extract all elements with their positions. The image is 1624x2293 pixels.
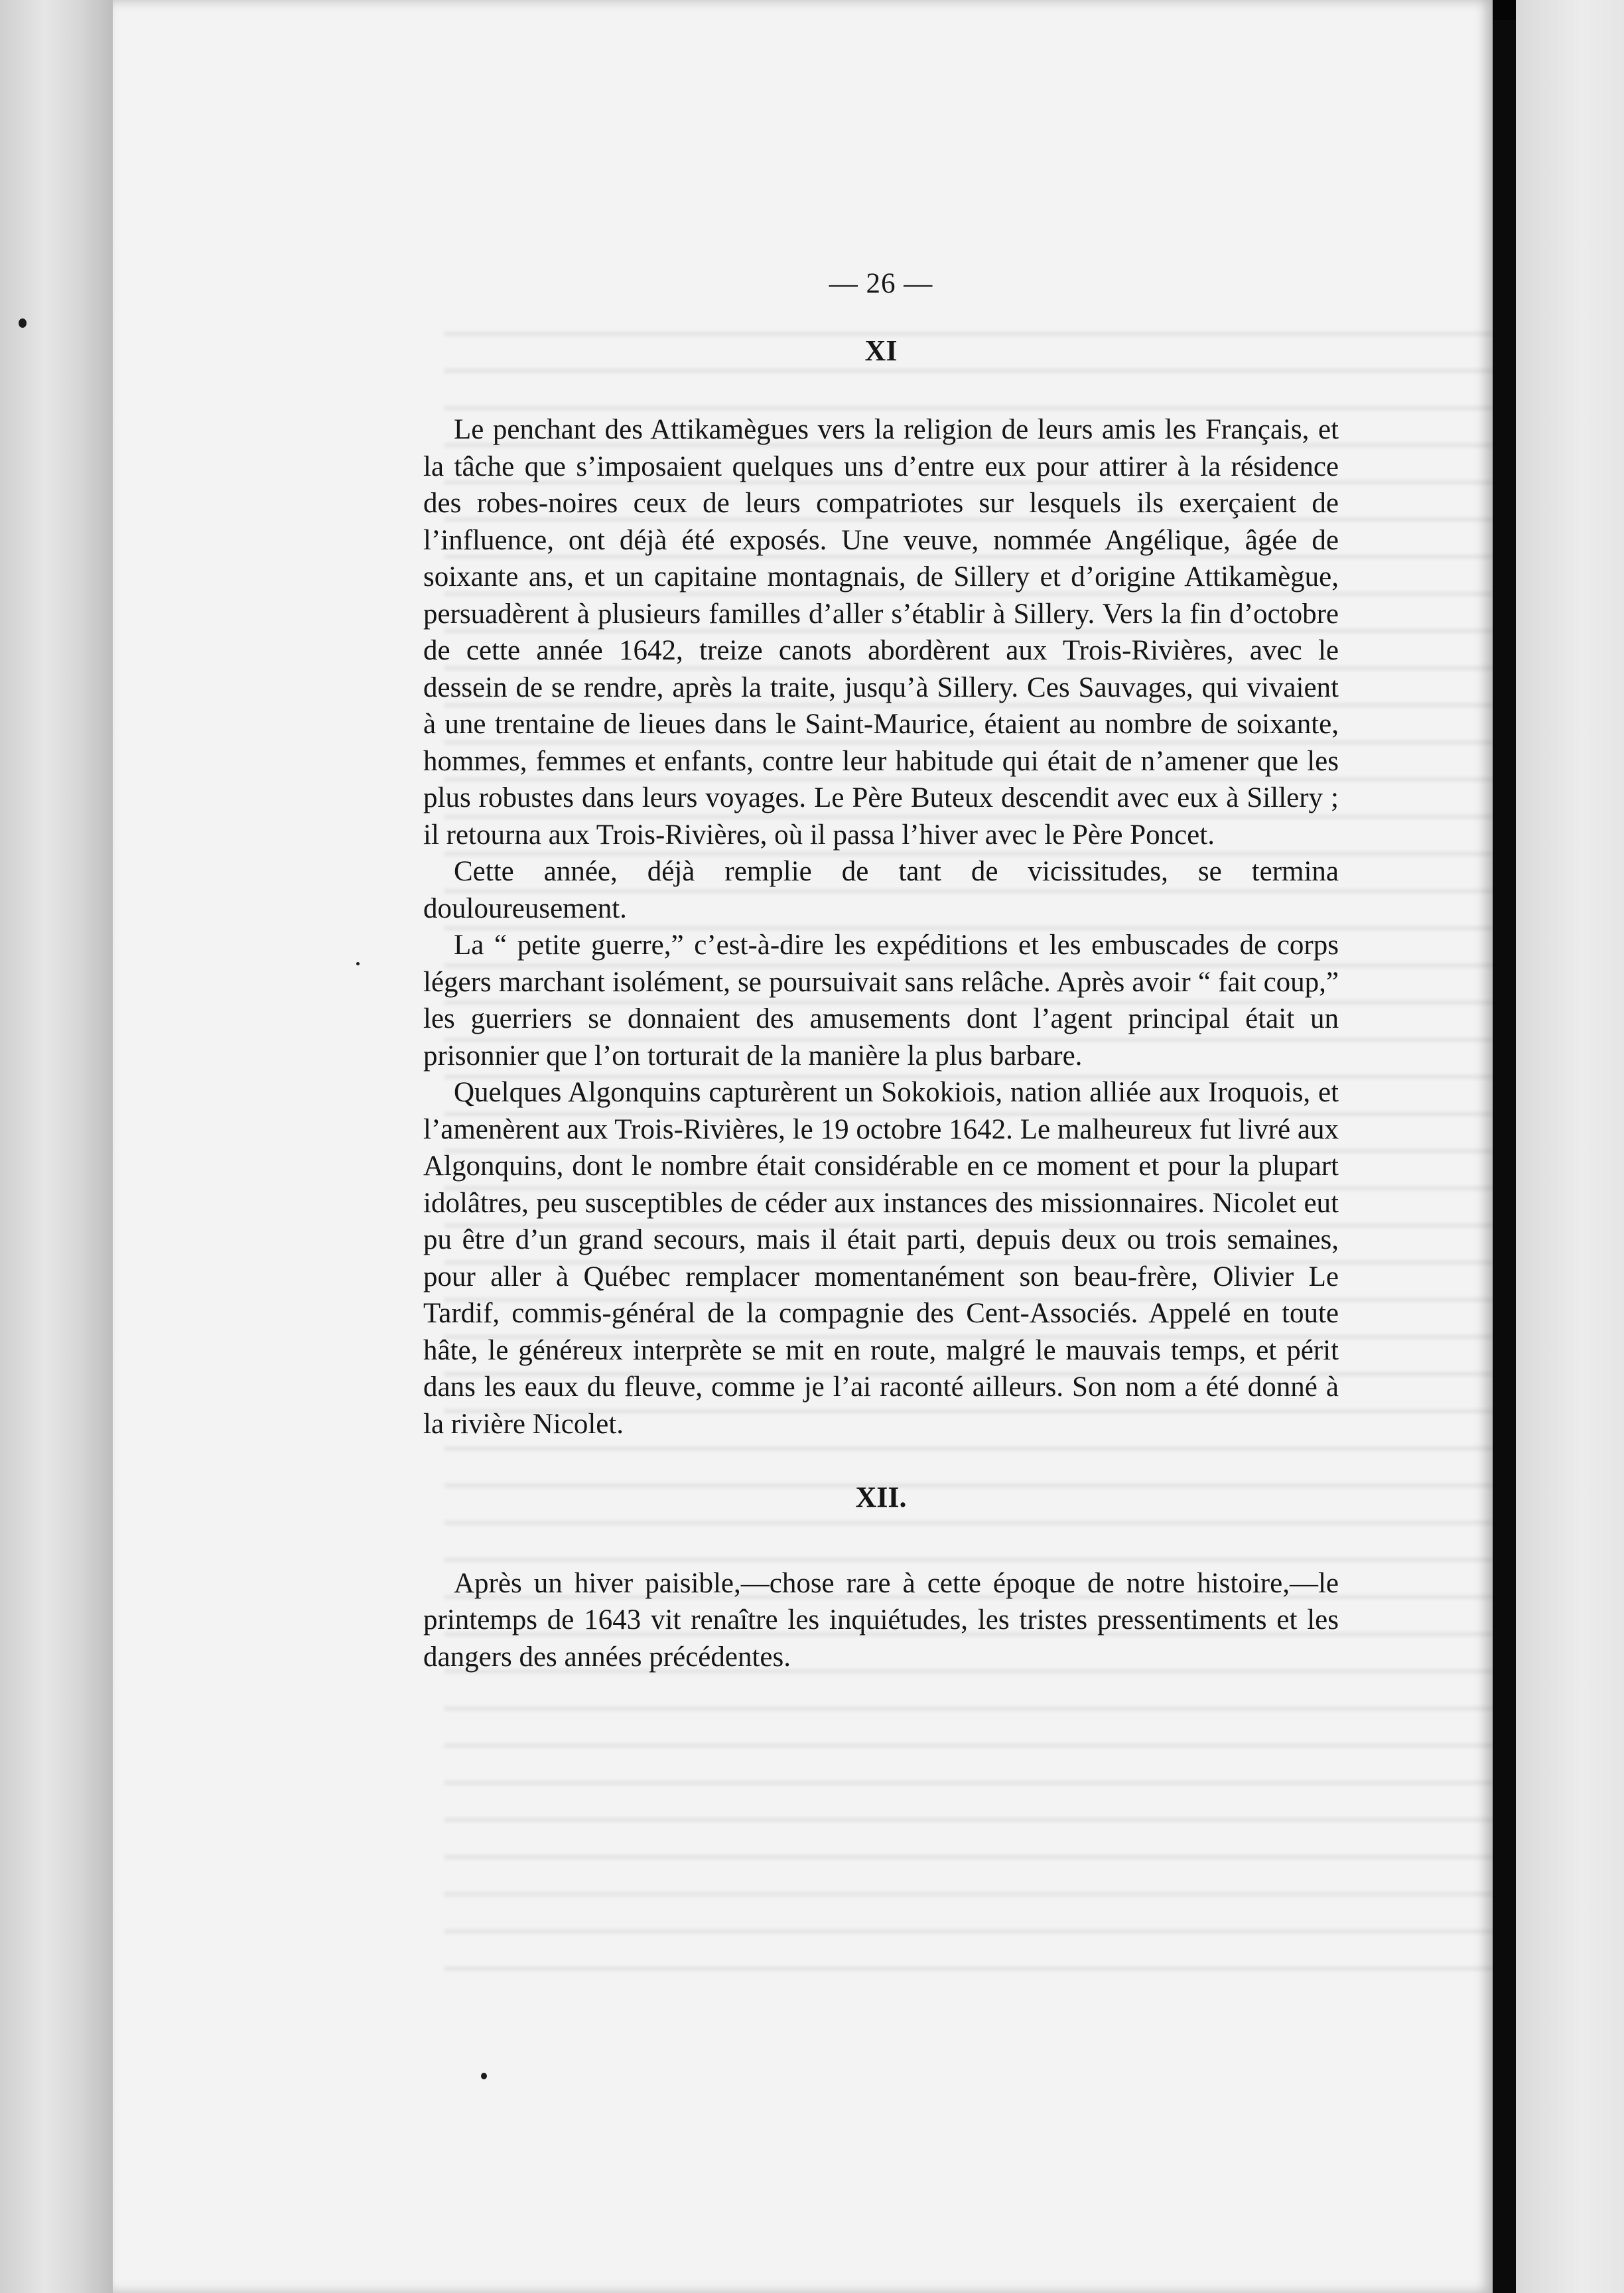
left-page-edge <box>0 0 113 2293</box>
page-number-header: — 26 — <box>829 268 933 299</box>
paragraph: Quelques Algonquins capturèrent un Sokokiois, nation alliée aux Iroquois, et l’amenèrent aux Trois-Rivières, le 19 octobre 1642. Le malheureux fut livré aux Algonquins, dont le nombre était considérable en ce moment et pour la plupart idolâtres, peu susceptibles de céder aux instances des missionnaires. Nicolet eut pu être d’un grand secours, mais il était parti, depuis deux ou trois semaines, pour aller à Québec remplacer momentanément son beau-frère, Olivier Le Tardif, commis-général de la compagnie des Cent-Associés. Appelé en toute hâte, le généreux interprète se mit en route, malgré le mauvais temps, et périt dans les eaux du fleuve, comme je l’ai raconté ailleurs. Son nom a été donné à la rivière Nicolet. <box>423 1077 1339 1440</box>
paragraph: Après un hiver paisible,—chose rare à cette époque de notre histoire,—le printemps de 1643 vit renaître les inquiétudes, les tristes pressentiments et les dangers des années précédentes. <box>423 1567 1339 1673</box>
page-text-block <box>423 265 1339 1675</box>
paragraph: Le penchant des Attikamègues vers la religion de leurs amis les Français, et la tâche que s’imposaient quelques uns d’entre eux pour attirer à la résidence des robes-noires ceux de leurs compatriotes sur lesquels ils exerçaient de l’influence, ont déjà été exposés. Une veuve, nommée Angélique, âgée de soixante ans, et un capitaine montagnais, de Sillery et d’origine Attikamègue, persuadèrent à plusieurs familles d’aller s’établir à Sillery. Vers la fin d’octobre de cette année 1642, treize canots abordèrent aux Trois-Rivières, avec le dessein de se rendre, après la traite, jusqu’à Sillery. Ces Sauvages, qui vivaient à une trentaine de lieues dans le Saint-Maurice, étaient au nombre de soixante, hommes, femmes et enfants, contre leur habitude qui était de n’amener que les plus robustes dans leurs voyages. Le Père Buteux descendit avec eux à Sillery ; il retourna aux Trois-Rivières, où il passa l’hiver avec le Père Poncet. <box>423 414 1339 851</box>
page-speck <box>356 962 360 965</box>
section-heading-xi: XI <box>864 334 898 367</box>
page-speck <box>481 2073 487 2079</box>
right-page-edge <box>1516 0 1624 2293</box>
left-margin-speck <box>19 318 27 328</box>
section-heading-xii: XII. <box>855 1481 907 1513</box>
paragraph: La “ petite guerre,” c’est-à-dire les expéditions et les embuscades de corps légers marchant isolément, se poursuivait sans relâche. Après avoir “ fait coup,” les guerriers se donnaient des amusements dont l’agent principal était un prisonnier que l’on torturait de la manière la plus barbare. <box>423 930 1339 1072</box>
paragraph: Cette année, déjà remplie de tant de vicissitudes, se termina douloureusement. <box>423 856 1339 924</box>
